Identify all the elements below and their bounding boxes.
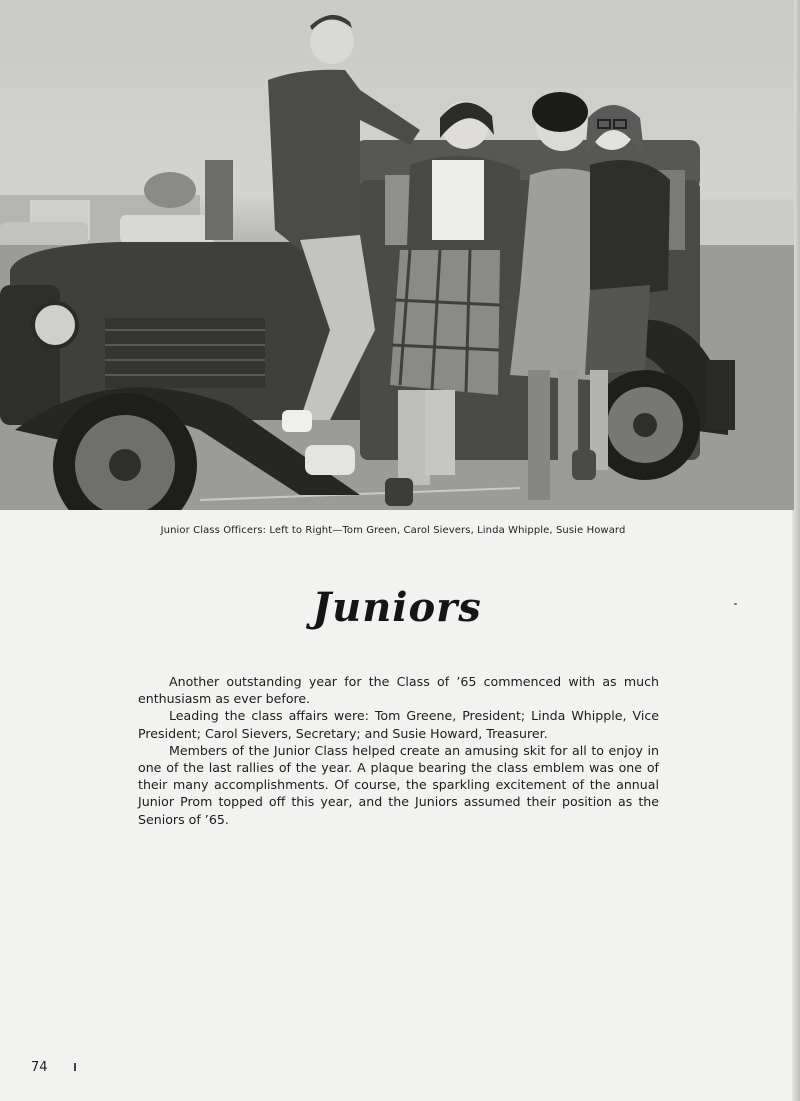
print-mark <box>74 1063 76 1071</box>
photo-illustration <box>0 0 794 510</box>
parked-car <box>0 222 88 248</box>
photo-caption: Junior Class Officers: Left to Right—Tom Green, Carol Sievers, Linda Whipple, Susie Howard <box>160 525 626 536</box>
car-pipe <box>205 160 233 240</box>
parked-car <box>120 215 215 243</box>
paragraph: Leading the class affairs were: Tom Greene, President; Linda Whipple, Vice President; Carol Sievers, Secretary; and Susie Howard, Treasurer. <box>138 708 659 741</box>
car-headlight <box>33 303 77 347</box>
distant-tree <box>144 172 196 208</box>
class-officers-photo <box>0 0 794 510</box>
page-number: 74 <box>31 1060 48 1075</box>
rear-wheel-hub <box>633 413 657 437</box>
page-title: Juniors <box>312 584 482 631</box>
car-tail <box>705 360 735 430</box>
paragraph: Another outstanding year for the Class of ’65 commenced with as much enthusiasm as ever before. <box>138 674 659 707</box>
car-grille-vents <box>105 318 265 388</box>
front-wheel-hub <box>109 449 141 481</box>
print-speck <box>734 603 737 605</box>
body-text <box>138 673 659 828</box>
paragraph: Members of the Junior Class helped create an amusing skit for all to enjoy in one of the last rallies of the year. A plaque bearing the class emblem was one of their many accomplishments. Of course, the sparkling excitement of the annual Junior Prom topped off this year, and the Juniors assumed their position as the Seniors of ’65. <box>138 742 659 827</box>
